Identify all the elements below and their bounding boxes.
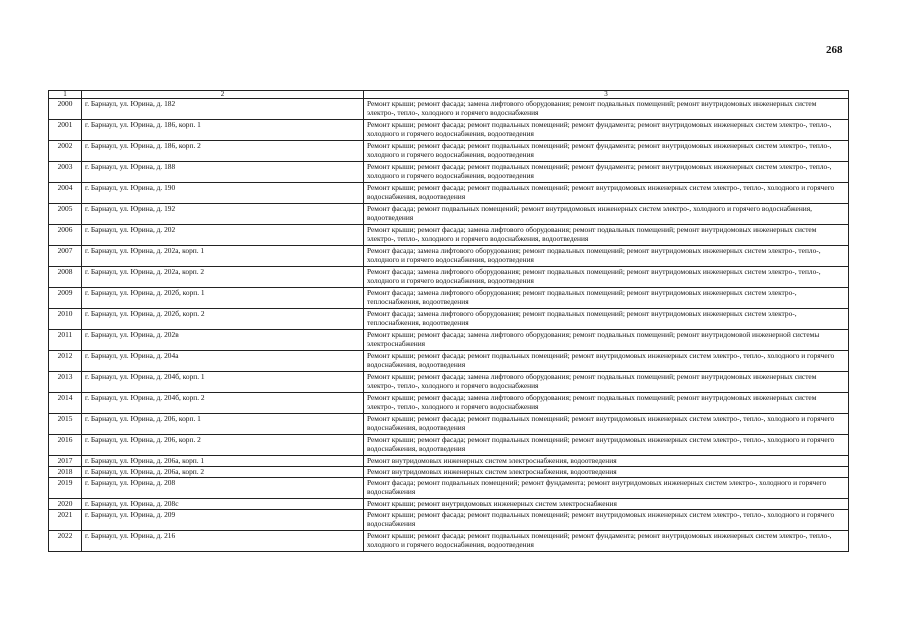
works-cell: Ремонт крыши; ремонт фасада; ремонт подвальных помещений; ремонт фундамента; ремонт внутридомовых инженерных систем электро-, тепло-, холодного и горячего водоснабжения, водоотведения [364,162,849,183]
address-cell: г. Барнаул, ул. Юрина, д. 186, корп. 1 [82,120,364,141]
works-cell: Ремонт крыши; ремонт фасада; ремонт подвальных помещений; ремонт фундамента; ремонт внутридомовых инженерных систем электро-, тепло-, холодного и горячего водоснабжения, водоотведения [364,141,849,162]
row-number-cell: 2005 [49,204,82,225]
works-cell: Ремонт крыши; ремонт внутридомовых инженерных систем электроснабжения [364,499,849,510]
address-cell: г. Барнаул, ул. Юрина, д. 208с [82,499,364,510]
table-row [49,183,849,204]
address-cell: г. Барнаул, ул. Юрина, д. 216 [82,531,364,552]
table-row [49,120,849,141]
table-row [49,414,849,435]
works-cell: Ремонт крыши; ремонт фасада; ремонт подвальных помещений; ремонт фундамента; ремонт внутридомовых инженерных систем электро-, тепло-, холодного и горячего водоснабжения, водоотведения [364,120,849,141]
row-number-cell: 2013 [49,372,82,393]
row-number-cell: 2003 [49,162,82,183]
address-cell: г. Барнаул, ул. Юрина, д. 208 [82,478,364,499]
row-number-cell: 2002 [49,141,82,162]
address-cell: г. Барнаул, ул. Юрина, д. 202а, корп. 1 [82,246,364,267]
address-cell: г. Барнаул, ул. Юрина, д. 202б, корп. 1 [82,288,364,309]
address-cell: г. Барнаул, ул. Юрина, д. 202в [82,330,364,351]
works-cell: Ремонт фасада; замена лифтового оборудования; ремонт подвальных помещений; ремонт внутридомовых инженерных систем электро-, тепло-, холодного и горячего водоснабжения, водоотведения [364,246,849,267]
works-cell: Ремонт крыши; ремонт фасада; ремонт подвальных помещений; ремонт внутридомовых инженерных систем электро-, тепло-, холодного и горячего водоснабжения, водоотведения [364,351,849,372]
header-col-2: 2 [82,91,364,99]
address-cell: г. Барнаул, ул. Юрина, д. 204б, корп. 2 [82,393,364,414]
works-cell: Ремонт крыши; ремонт фасада; замена лифтового оборудования; ремонт подвальных помещений; ремонт внутридомовых инженерных систем электро-, тепло-, холодного и горячего водоснабжения [364,393,849,414]
works-cell: Ремонт крыши; ремонт фасада; ремонт подвальных помещений; ремонт фундамента; ремонт внутридомовых инженерных систем электро-, тепло-, холодного и горячего водоснабжения, водоотведения [364,531,849,552]
address-cell: г. Барнаул, ул. Юрина, д. 188 [82,162,364,183]
row-number-cell: 2009 [49,288,82,309]
works-cell: Ремонт крыши; ремонт фасада; ремонт подвальных помещений; ремонт внутридомовых инженерных систем электро-, тепло-, холодного и горячего водоснабжения, водоотведения [364,414,849,435]
table-row [49,330,849,351]
table-row [49,288,849,309]
works-cell: Ремонт внутридомовых инженерных систем электроснабжения, водоотведения [364,456,849,467]
address-cell: г. Барнаул, ул. Юрина, д. 206, корп. 2 [82,435,364,456]
row-number-cell: 2006 [49,225,82,246]
row-number-cell: 2018 [49,467,82,478]
table-header-row [49,91,849,99]
table-row [49,478,849,499]
table-row [49,162,849,183]
works-cell: Ремонт фасада; ремонт подвальных помещений; ремонт внутридомовых инженерных систем электро-, холодного и горячего водоснабжения, водоотведения [364,204,849,225]
row-number-cell: 2007 [49,246,82,267]
row-number-cell: 2011 [49,330,82,351]
row-number-cell: 2017 [49,456,82,467]
address-cell: г. Барнаул, ул. Юрина, д. 192 [82,204,364,225]
address-cell: г. Барнаул, ул. Юрина, д. 186, корп. 2 [82,141,364,162]
table-row [49,531,849,552]
row-number-cell: 2000 [49,99,82,120]
address-cell: г. Барнаул, ул. Юрина, д. 206, корп. 1 [82,414,364,435]
page-number: 268 [826,44,843,56]
table-row [49,99,849,120]
works-cell: Ремонт крыши; ремонт фасада; ремонт подвальных помещений; ремонт внутридомовых инженерных систем электро-, тепло-, холодного и горячего водоснабжения [364,510,849,531]
works-cell: Ремонт фасада; ремонт подвальных помещений; ремонт фундамента; ремонт внутридомовых инженерных систем электро-, холодного и горячего водоснабжения [364,478,849,499]
table-row [49,499,849,510]
table-row [49,351,849,372]
table-row [49,141,849,162]
address-cell: г. Барнаул, ул. Юрина, д. 182 [82,99,364,120]
row-number-cell: 2004 [49,183,82,204]
works-cell: Ремонт крыши; ремонт фасада; замена лифтового оборудования; ремонт подвальных помещений; ремонт внутридомовых инженерных систем электро-, тепло-, холодного и горячего водоснабжения, водоотведения [364,225,849,246]
row-number-cell: 2019 [49,478,82,499]
table-row [49,246,849,267]
address-cell: г. Барнаул, ул. Юрина, д. 202б, корп. 2 [82,309,364,330]
row-number-cell: 2010 [49,309,82,330]
table-row [49,372,849,393]
address-cell: г. Барнаул, ул. Юрина, д. 209 [82,510,364,531]
works-cell: Ремонт внутридомовых инженерных систем электроснабжения, водоотведения [364,467,849,478]
table-row [49,467,849,478]
address-cell: г. Барнаул, ул. Юрина, д. 202а, корп. 2 [82,267,364,288]
housing-repair-table [48,90,849,552]
row-number-cell: 2014 [49,393,82,414]
works-cell: Ремонт крыши; ремонт фасада; замена лифтового оборудования; ремонт подвальных помещений; ремонт внутридомовых инженерных систем электро-, тепло-, холодного и горячего водоснабжения [364,372,849,393]
address-cell: г. Барнаул, ул. Юрина, д. 190 [82,183,364,204]
header-col-3: 3 [364,91,849,99]
row-number-cell: 2008 [49,267,82,288]
address-cell: г. Барнаул, ул. Юрина, д. 206а, корп. 1 [82,456,364,467]
table-row [49,267,849,288]
table-row [49,309,849,330]
address-cell: г. Барнаул, ул. Юрина, д. 202 [82,225,364,246]
row-number-cell: 2020 [49,499,82,510]
works-cell: Ремонт фасада; замена лифтового оборудования; ремонт подвальных помещений; ремонт внутридомовых инженерных систем электро-, теплоснабжения, водоотведения [364,288,849,309]
table-row [49,204,849,225]
row-number-cell: 2016 [49,435,82,456]
table-body [49,91,849,552]
address-cell: г. Барнаул, ул. Юрина, д. 204а [82,351,364,372]
works-cell: Ремонт фасада; замена лифтового оборудования; ремонт подвальных помещений; ремонт внутридомовых инженерных систем электро-, тепло-, холодного и горячего водоснабжения, водоотведения [364,267,849,288]
row-number-cell: 2012 [49,351,82,372]
works-cell: Ремонт крыши; ремонт фасада; ремонт подвальных помещений; ремонт внутридомовых инженерных систем электро-, тепло-, холодного и горячего водоснабжения, водоотведения [364,435,849,456]
table-row [49,393,849,414]
row-number-cell: 2021 [49,510,82,531]
works-cell: Ремонт крыши; ремонт фасада; ремонт подвальных помещений; ремонт внутридомовых инженерных систем электро-, тепло-, холодного и горячего водоснабжения, водоотведения [364,183,849,204]
works-cell: Ремонт крыши; ремонт фасада; замена лифтового оборудования; ремонт подвальных помещений; ремонт внутридомовых инженерных систем электро-, тепло-, холодного и горячего водоснабжения [364,99,849,120]
row-number-cell: 2015 [49,414,82,435]
header-col-1: 1 [49,91,82,99]
table-row [49,510,849,531]
row-number-cell: 2022 [49,531,82,552]
table-row [49,225,849,246]
works-cell: Ремонт крыши; ремонт фасада; замена лифтового оборудования; ремонт подвальных помещений; ремонт внутридомовой инженерной системы электроснабжения [364,330,849,351]
row-number-cell: 2001 [49,120,82,141]
address-cell: г. Барнаул, ул. Юрина, д. 204б, корп. 1 [82,372,364,393]
works-cell: Ремонт фасада; замена лифтового оборудования; ремонт подвальных помещений; ремонт внутридомовых инженерных систем электро-, теплоснабжения, водоотведения [364,309,849,330]
table-row [49,435,849,456]
address-cell: г. Барнаул, ул. Юрина, д. 206а, корп. 2 [82,467,364,478]
table-row [49,456,849,467]
